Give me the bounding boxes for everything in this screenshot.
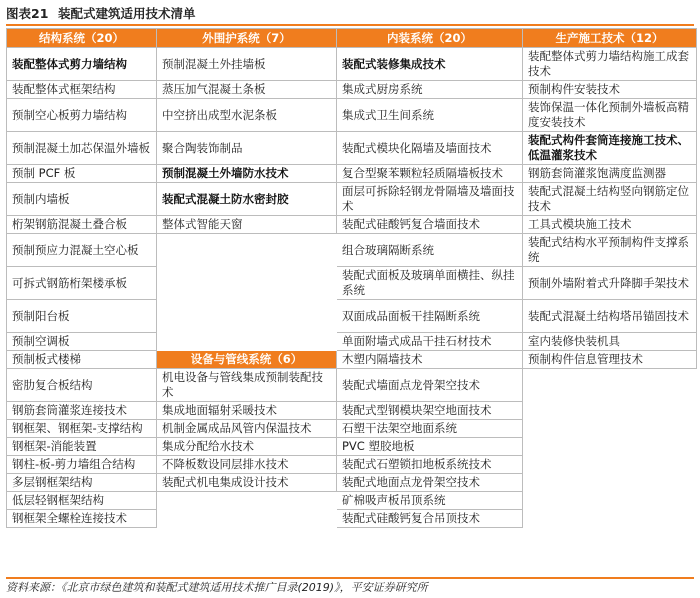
table-cell: PVC 塑胶地板 [337, 438, 523, 456]
table-cell: 装配式面板及玻璃单面横挂、纵挂系统 [337, 267, 523, 300]
table-cell: 单面附墙式成品干挂石材技术 [337, 333, 523, 351]
table-cell: 钢柱-板-剪力墙组合结构 [7, 456, 157, 474]
table-cell: 矿棉吸声板吊顶系统 [337, 492, 523, 510]
table-cell: 装配式机电集成设计技术 [157, 474, 337, 492]
header-equipment: 设备与管线系统（6） [157, 351, 337, 369]
table-cell: 预制混凝土外挂墙板 [157, 48, 337, 81]
table-cell: 预制 PCF 板 [7, 165, 157, 183]
table-cell: 木塑内隔墙技术 [337, 351, 523, 369]
table-cell: 装配式混凝土结构竖向钢筋定位技术 [523, 183, 697, 216]
table-cell: 装配式硅酸钙复合吊顶技术 [337, 510, 523, 528]
figure-number: 图表21 [6, 6, 49, 21]
table-cell: 集成地面辐射采暖技术 [157, 402, 337, 420]
table-cell: 装配式构件套筒连接施工技术、低温灌浆技术 [523, 132, 697, 165]
table-cell: 不降板数设同层排水技术 [157, 456, 337, 474]
table-cell: 面层可拆除轻钢龙骨隔墙及墙面技术 [337, 183, 523, 216]
figure-title [6, 4, 694, 26]
table-cell: 预制板式楼梯 [7, 351, 157, 369]
table-cell: 装配式石塑锁扣地板系统技术 [337, 456, 523, 474]
empty-cell [523, 438, 697, 456]
table-cell: 装配整体式框架结构 [7, 81, 157, 99]
table-cell: 装配式装修集成技术 [337, 48, 523, 81]
table-cell: 蒸压加气混凝土条板 [157, 81, 337, 99]
empty-cell [157, 492, 337, 510]
table-cell: 聚合陶装饰制品 [157, 132, 337, 165]
header-envelope: 外围护系统（7） [157, 29, 337, 48]
table-cell: 预制内墙板 [7, 183, 157, 216]
table-cell: 钢框架、钢框架-支撑结构 [7, 420, 157, 438]
table-cell: 钢筋套筒灌浆连接技术 [7, 402, 157, 420]
table-cell: 装配式硅酸钙复合墙面技术 [337, 216, 523, 234]
table-cell: 预制构件信息管理技术 [523, 351, 697, 369]
table-cell: 装配式模块化隔墙及墙面技术 [337, 132, 523, 165]
table-cell: 密肋复合板结构 [7, 369, 157, 402]
empty-cell [157, 300, 337, 333]
table-cell: 装饰保温一体化预制外墙板高精度安装技术 [523, 99, 697, 132]
table-cell: 装配式结构水平预制构件支撑系统 [523, 234, 697, 267]
empty-cell [523, 456, 697, 474]
source-note: 资料来源：《北京市绿色建筑和装配式建筑适用技术推广目录(2019)》，平安证券研究所 [6, 577, 694, 597]
empty-cell [157, 333, 337, 351]
empty-cell [157, 510, 337, 528]
table-cell: 装配式型钢模块架空地面技术 [337, 402, 523, 420]
technology-table [6, 28, 697, 528]
empty-cell [523, 510, 697, 528]
header-interior: 内装系统（20） [337, 29, 523, 48]
table-cell: 桁架钢筋混凝土叠合板 [7, 216, 157, 234]
figure-title-text: 装配式建筑适用技术清单 [58, 6, 196, 21]
table-cell: 钢框架全螺栓连接技术 [7, 510, 157, 528]
table-cell: 预制构件安装技术 [523, 81, 697, 99]
table-cell: 多层钢框架结构 [7, 474, 157, 492]
table-cell: 双面成品面板干挂隔断系统 [337, 300, 523, 333]
table-cell: 预制外墙附着式升降脚手架技术 [523, 267, 697, 300]
empty-cell [523, 474, 697, 492]
table-cell: 预制混凝土外墙防水技术 [157, 165, 337, 183]
empty-cell [523, 369, 697, 402]
table-cell: 装配整体式剪力墙结构 [7, 48, 157, 81]
table-cell: 钢筋套筒灌浆饱满度监测器 [523, 165, 697, 183]
table-cell: 可拆式钢筋桁架楼承板 [7, 267, 157, 300]
table-cell: 预制空心板剪力墙结构 [7, 99, 157, 132]
empty-cell [523, 402, 697, 420]
table-cell: 集成式卫生间系统 [337, 99, 523, 132]
empty-cell [523, 492, 697, 510]
table-cell: 机电设备与管线集成预制装配技术 [157, 369, 337, 402]
empty-cell [157, 234, 337, 267]
table-cell: 工具式模块施工技术 [523, 216, 697, 234]
table-cell: 机制金属成品风管内保温技术 [157, 420, 337, 438]
table-cell: 装配式地面点龙骨架空技术 [337, 474, 523, 492]
table-cell: 石塑干法架空地面系统 [337, 420, 523, 438]
table-cell: 复合型聚苯颗粒轻质隔墙板技术 [337, 165, 523, 183]
table-cell: 整体式智能天窗 [157, 216, 337, 234]
empty-cell [523, 420, 697, 438]
table-cell: 装配整体式剪力墙结构施工成套技术 [523, 48, 697, 81]
table-cell: 装配式墙面点龙骨架空技术 [337, 369, 523, 402]
table-cell: 钢框架-消能装置 [7, 438, 157, 456]
table-cell: 集成式厨房系统 [337, 81, 523, 99]
table-cell: 中空挤出成型水泥条板 [157, 99, 337, 132]
table-cell: 室内装修快装机具 [523, 333, 697, 351]
header-structure: 结构系统（20） [7, 29, 157, 48]
table-cell: 预制混凝土加芯保温外墙板 [7, 132, 157, 165]
table-cell: 低层轻钢框架结构 [7, 492, 157, 510]
table-cell: 组合玻璃隔断系统 [337, 234, 523, 267]
header-construction: 生产施工技术（12） [523, 29, 697, 48]
table-cell: 预制预应力混凝土空心板 [7, 234, 157, 267]
table-cell: 预制空调板 [7, 333, 157, 351]
table-cell: 装配式混凝土防水密封胶 [157, 183, 337, 216]
table-cell: 集成分配给水技术 [157, 438, 337, 456]
empty-cell [157, 267, 337, 300]
table-cell: 预制阳台板 [7, 300, 157, 333]
table-cell: 装配式混凝土结构塔吊锚固技术 [523, 300, 697, 333]
